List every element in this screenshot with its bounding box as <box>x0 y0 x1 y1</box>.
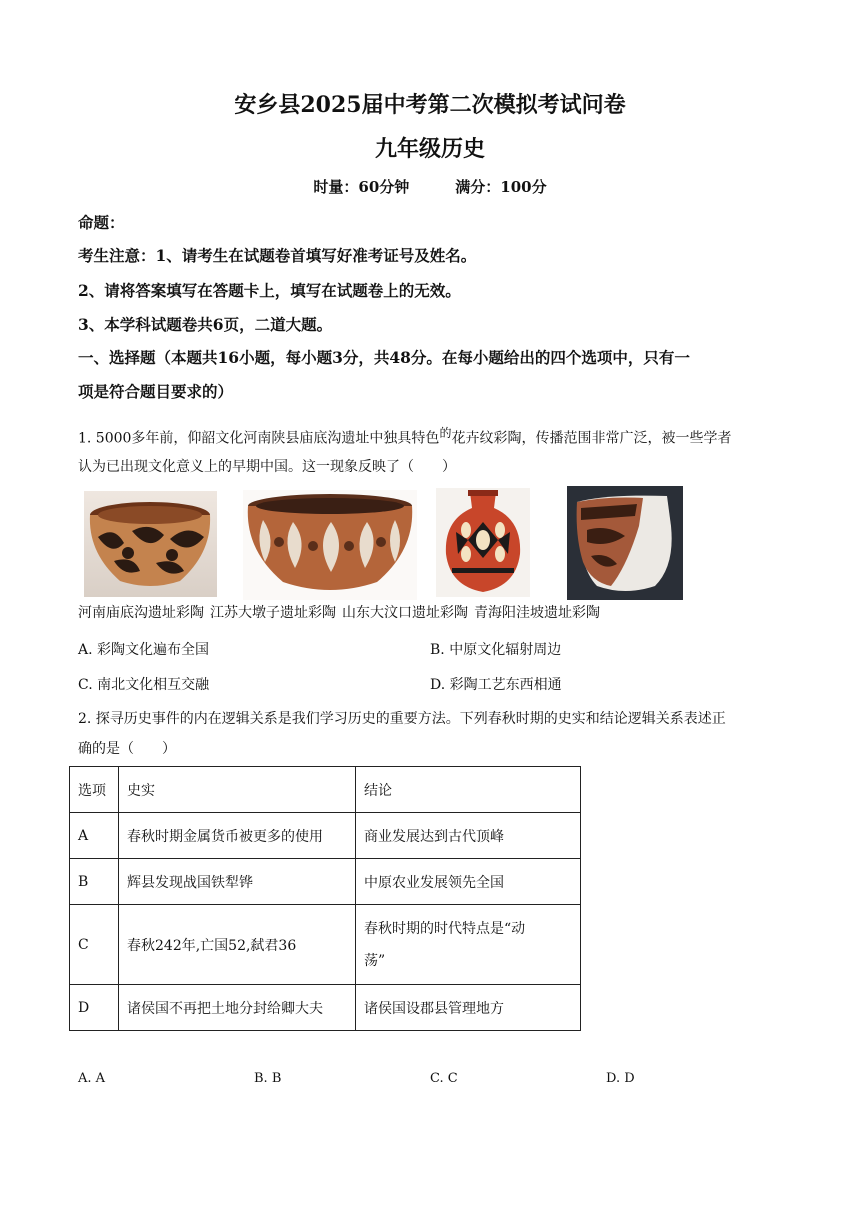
pottery-image-2 <box>243 490 417 600</box>
q1-option-a: A. 彩陶文化遍布全国 <box>78 642 210 658</box>
row-fact: 春秋242年,亡国52,弑君36 <box>119 905 356 985</box>
caption-1: 河南庙底沟遗址彩陶 <box>78 605 204 621</box>
pottery-image-4 <box>567 486 683 600</box>
section-heading-line-1: 一、选择题（本题共16小题，每小题3分，共48分。在每小题给出的四个选项中，只有一 <box>78 348 690 367</box>
table-row <box>70 905 581 985</box>
header-conclusion: 结论 <box>356 767 581 813</box>
row-option: A <box>70 813 119 859</box>
question-2-line-1: 2. 探寻历史事件的内在逻辑关系是我们学习历史的重要方法。下列春秋时期的史实和结论逻辑关系表述正 <box>78 711 726 727</box>
notice-2: 2、请将答案填写在答题卡上，填写在试题卷上的无效。 <box>78 281 461 300</box>
table-row <box>70 985 581 1031</box>
pottery-image-3 <box>436 488 530 597</box>
row-conclusion: 诸侯国设郡县管理地方 <box>356 985 581 1031</box>
author-line: 命题： <box>78 213 125 232</box>
row-option: C <box>70 905 119 985</box>
caption-2: 江苏大墩子遗址彩陶 <box>210 605 336 621</box>
q2-table <box>69 766 581 1031</box>
exam-subject: 九年级历史 <box>374 136 485 162</box>
table-row <box>70 813 581 859</box>
header-option: 选项 <box>70 767 119 813</box>
exam-meta <box>0 176 860 197</box>
row-fact: 春秋时期金属货币被更多的使用 <box>119 813 356 859</box>
pottery-image-1 <box>84 491 217 597</box>
question-1-line-1: 1. 5000多年前，仰韶文化河南陕县庙底沟遗址中独具特色$^的$花卉纹彩陶，传播范围非常广泛，被一些学者 <box>78 426 732 447</box>
section-heading-line-2: 项是符合题目要求的） <box>78 382 234 401</box>
row-fact: 诸侯国不再把土地分封给卿大夫 <box>119 985 356 1031</box>
pottery-captions <box>78 602 606 622</box>
question-1-line-2: 认为已出现文化意义上的早期中国。这一现象反映了（ ） <box>78 459 456 475</box>
exam-title: 安乡县2025届中考第二次模拟考试问卷 <box>234 92 626 118</box>
row-fact: 辉县发现战国铁犁铧 <box>119 859 356 905</box>
caption-4: 青海阳洼坡遗址彩陶 <box>474 605 600 621</box>
q1-option-d: D. 彩陶工艺东西相通 <box>430 677 562 693</box>
question-2-line-2: 确的是（ ） <box>78 741 176 757</box>
row-conclusion: 商业发展达到古代顶峰 <box>356 813 581 859</box>
row-option: B <box>70 859 119 905</box>
caption-3: 山东大汶口遗址彩陶 <box>342 605 468 621</box>
notice-1: 考生注意：1、请考生在试题卷首填写好准考证号及姓名。 <box>78 246 477 265</box>
q2-answer-d: D. D <box>606 1071 635 1086</box>
table-header-row <box>70 767 581 813</box>
notice-3: 3、本学科试题卷共6页，二道大题。 <box>78 315 333 334</box>
q2-answer-a: A. A <box>78 1071 106 1086</box>
q1-option-c: C. 南北文化相互交融 <box>78 677 210 693</box>
table-row <box>70 859 581 905</box>
full-score: 满分：100分 <box>455 178 547 196</box>
time-limit: 时量：60分钟 <box>313 178 410 196</box>
pottery-images <box>78 486 778 602</box>
row-conclusion: 中原农业发展领先全国 <box>356 859 581 905</box>
row-option: D <box>70 985 119 1031</box>
row-conclusion: 春秋时期的时代特点是“动 荡” <box>356 905 581 985</box>
header-fact: 史实 <box>119 767 356 813</box>
q1-option-b: B. 中原文化辐射周边 <box>430 642 562 658</box>
q2-answer-b: B. B <box>254 1071 282 1086</box>
q2-answer-c: C. C <box>430 1071 458 1086</box>
